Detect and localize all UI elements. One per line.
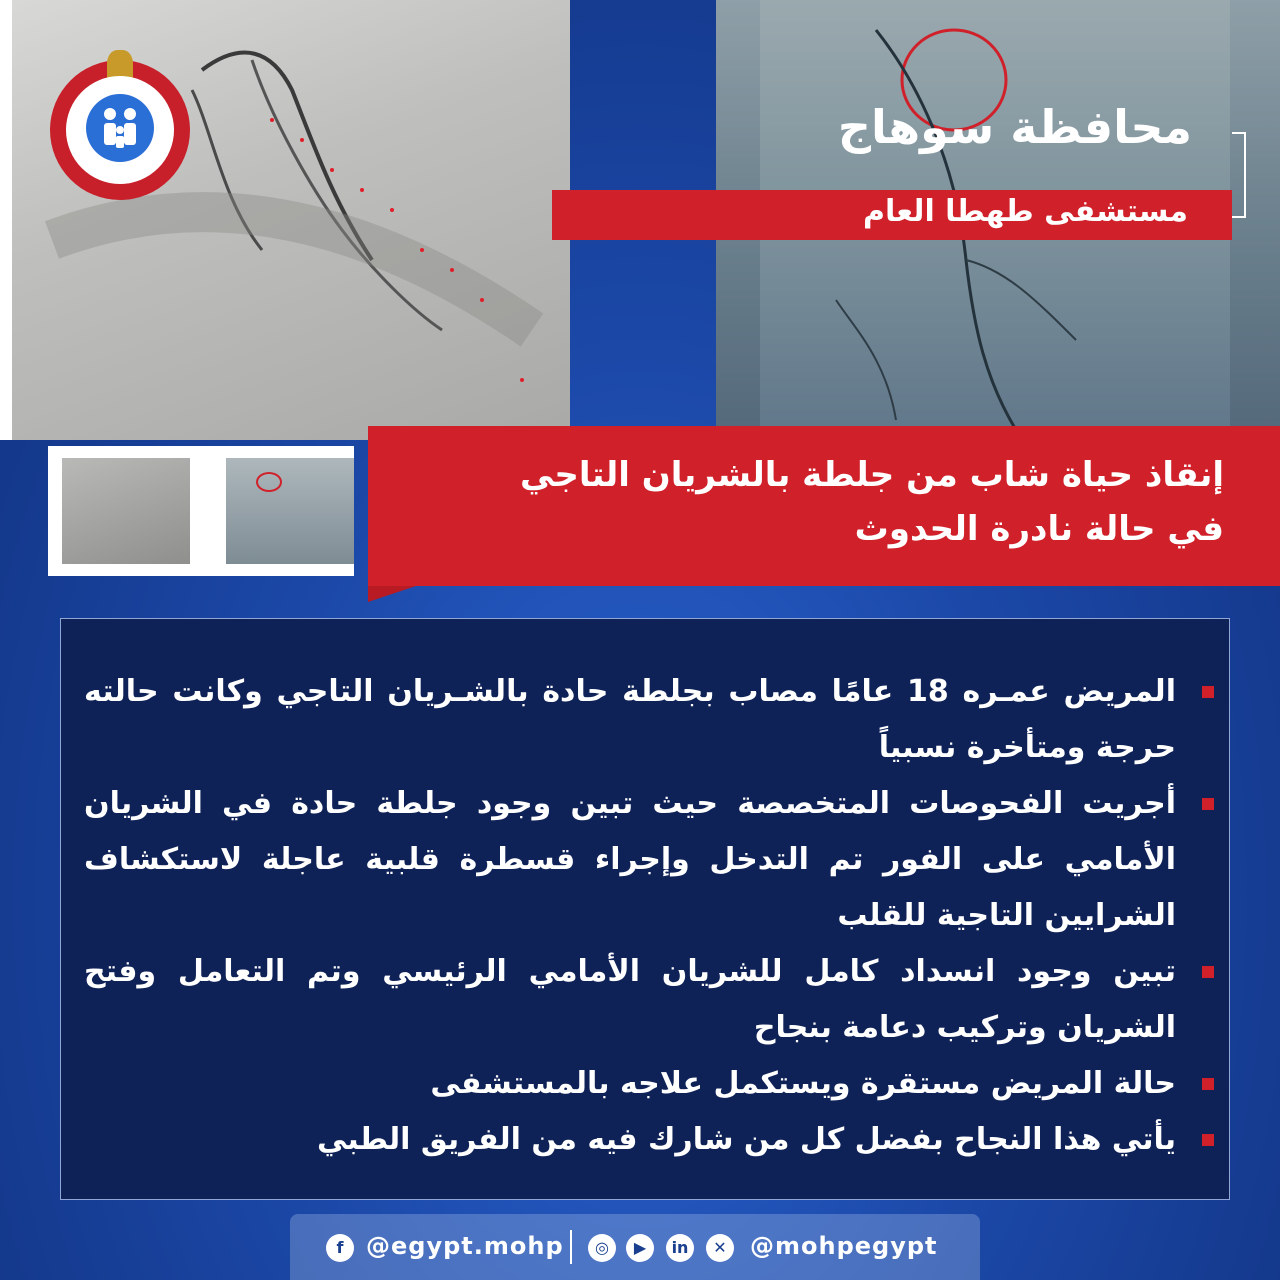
bullet-square-icon xyxy=(1202,1134,1214,1146)
footer-divider xyxy=(570,1230,572,1264)
facebook-icon[interactable]: f xyxy=(326,1234,354,1262)
x-icon[interactable]: ✕ xyxy=(706,1234,734,1262)
thumbnail-angiogram-2 xyxy=(226,458,354,564)
list-item xyxy=(84,1056,1214,1112)
headline: إنقاذ حياة شاب من جلطة بالشريان التاجي في حالة نادرة الحدوث xyxy=(519,455,1224,549)
list-item xyxy=(84,1112,1214,1168)
social-footer xyxy=(290,1214,980,1280)
bullet-list xyxy=(84,664,1214,1168)
headline-banner-tail xyxy=(368,586,416,602)
list-item xyxy=(84,944,1214,1056)
title-bracket xyxy=(1232,132,1246,218)
list-item xyxy=(84,664,1214,776)
family-icon xyxy=(86,94,154,162)
bullet-text: تبين وجود انسداد كامل للشريان الأمامي الرئيسي وتم التعامل وفتح الشريان وتركيب دعامة بنجاح xyxy=(84,954,1176,1045)
facebook-handle[interactable]: @egypt.mohp xyxy=(366,1232,564,1260)
thumbnail-angiogram-1 xyxy=(62,458,190,564)
social-handle[interactable]: @mohpegypt xyxy=(750,1232,938,1260)
bullet-text: حالة المريض مستقرة ويستكمل علاجه بالمستشفى xyxy=(430,1066,1176,1101)
bullet-text: المريض عمـره 18 عامًا مصاب بجلطة حادة بالشـريان التاجي وكانت حالته حرجة ومتأخرة نسبياً xyxy=(84,674,1176,765)
bullet-text: أجريت الفحوصات المتخصصة حيث تبين وجود جلطة حادة في الشريان الأمامي على الفور تم التدخل وإجراء قسطرة قلبية عاجلة لاستكشاف الشرايين التاجية للقلب xyxy=(84,786,1176,933)
bullet-square-icon xyxy=(1202,798,1214,810)
instagram-icon[interactable]: ◎ xyxy=(588,1234,616,1262)
left-border xyxy=(0,0,12,440)
governorate-title: محافظة سوهاج xyxy=(837,100,1192,154)
linkedin-icon[interactable]: in xyxy=(666,1234,694,1262)
bullet-square-icon xyxy=(1202,686,1214,698)
thumbnail-strip xyxy=(48,446,354,576)
bullet-text: يأتي هذا النجاح بفضل كل من شارك فيه من الفريق الطبي xyxy=(317,1122,1176,1157)
ministry-logo xyxy=(50,60,190,200)
hospital-name: مستشفى طهطا العام xyxy=(863,194,1188,229)
bullet-square-icon xyxy=(1202,966,1214,978)
bullet-square-icon xyxy=(1202,1078,1214,1090)
youtube-icon[interactable]: ▶ xyxy=(626,1234,654,1262)
list-item xyxy=(84,776,1214,944)
